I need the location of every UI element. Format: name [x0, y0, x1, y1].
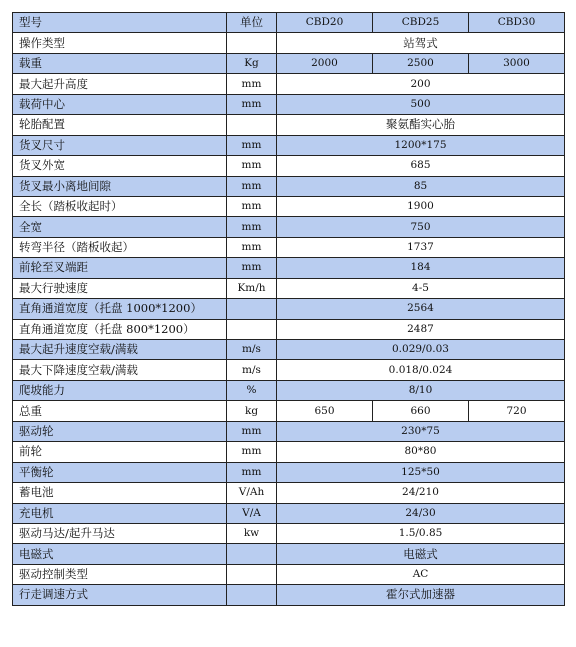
spec-value-cell: 200	[277, 74, 565, 94]
spec-value-cell: 霍尔式加速器	[277, 585, 565, 605]
spec-value-cell: 8/10	[277, 380, 565, 400]
spec-name-cell: 直角通道宽度（托盘 1000*1200）	[13, 299, 227, 319]
spec-table	[12, 12, 565, 606]
spec-name-cell: 货叉最小离地间隙	[13, 176, 227, 196]
spec-row	[13, 319, 565, 339]
spec-unit-cell: mm	[227, 442, 277, 462]
spec-value-cell: 3000	[469, 53, 565, 73]
spec-value-cell: 1737	[277, 237, 565, 257]
spec-value-cell: 660	[373, 401, 469, 421]
spec-name-cell: 直角通道宽度（托盘 800*1200）	[13, 319, 227, 339]
spec-row	[13, 176, 565, 196]
spec-value-cell: 650	[277, 401, 373, 421]
spec-name-cell: 驱动马达/起升马达	[13, 523, 227, 543]
spec-value-cell: 2564	[277, 299, 565, 319]
spec-name-cell: 行走调速方式	[13, 585, 227, 605]
spec-value-cell: 24/210	[277, 483, 565, 503]
spec-name-cell: 充电机	[13, 503, 227, 523]
spec-unit-cell	[227, 115, 277, 135]
spec-unit-cell: kw	[227, 523, 277, 543]
spec-unit-cell: mm	[227, 217, 277, 237]
spec-unit-cell: V/A	[227, 503, 277, 523]
spec-value-cell: 80*80	[277, 442, 565, 462]
spec-row	[13, 135, 565, 155]
spec-value-cell: 1200*175	[277, 135, 565, 155]
header-unit-cell: 单位	[227, 13, 277, 33]
spec-value-cell: 500	[277, 94, 565, 114]
spec-unit-cell: mm	[227, 421, 277, 441]
spec-row	[13, 421, 565, 441]
spec-row	[13, 299, 565, 319]
spec-name-cell: 总重	[13, 401, 227, 421]
spec-value-cell: 聚氨酯实心胎	[277, 115, 565, 135]
spec-row	[13, 401, 565, 421]
spec-name-cell: 操作类型	[13, 33, 227, 53]
spec-unit-cell: %	[227, 380, 277, 400]
spec-value-cell: 2000	[277, 53, 373, 73]
spec-unit-cell: Km/h	[227, 278, 277, 298]
spec-name-cell: 最大起升速度空载/满载	[13, 340, 227, 360]
spec-name-cell: 爬坡能力	[13, 380, 227, 400]
spec-row	[13, 483, 565, 503]
spec-value-cell: 2500	[373, 53, 469, 73]
spec-unit-cell	[227, 544, 277, 564]
spec-value-cell: AC	[277, 564, 565, 584]
spec-value-cell: 720	[469, 401, 565, 421]
spec-value-cell: 230*75	[277, 421, 565, 441]
spec-unit-cell: mm	[227, 94, 277, 114]
spec-value-cell: 1900	[277, 196, 565, 216]
spec-row	[13, 115, 565, 135]
spec-unit-cell: mm	[227, 237, 277, 257]
spec-row	[13, 217, 565, 237]
spec-unit-cell: mm	[227, 196, 277, 216]
spec-name-cell: 最大起升高度	[13, 74, 227, 94]
header-row	[13, 13, 565, 33]
spec-row	[13, 237, 565, 257]
spec-value-cell: 2487	[277, 319, 565, 339]
spec-row	[13, 74, 565, 94]
spec-row	[13, 278, 565, 298]
spec-name-cell: 全长（踏板收起时）	[13, 196, 227, 216]
spec-unit-cell: mm	[227, 135, 277, 155]
spec-name-cell: 平衡轮	[13, 462, 227, 482]
spec-unit-cell	[227, 299, 277, 319]
spec-unit-cell: mm	[227, 176, 277, 196]
spec-name-cell: 驱动控制类型	[13, 564, 227, 584]
header-model-cbd30: CBD30	[469, 13, 565, 33]
spec-row	[13, 196, 565, 216]
spec-value-cell: 4-5	[277, 278, 565, 298]
spec-row	[13, 462, 565, 482]
spec-unit-cell	[227, 564, 277, 584]
spec-name-cell: 转弯半径（踏板收起）	[13, 237, 227, 257]
spec-value-cell: 125*50	[277, 462, 565, 482]
spec-row	[13, 258, 565, 278]
spec-name-cell: 载荷中心	[13, 94, 227, 114]
spec-unit-cell: V/Ah	[227, 483, 277, 503]
spec-row	[13, 33, 565, 53]
spec-unit-cell: mm	[227, 156, 277, 176]
spec-name-cell: 驱动轮	[13, 421, 227, 441]
spec-row	[13, 360, 565, 380]
spec-name-cell: 前轮至叉端距	[13, 258, 227, 278]
spec-value-cell: 0.029/0.03	[277, 340, 565, 360]
spec-name-cell: 货叉尺寸	[13, 135, 227, 155]
spec-name-cell: 前轮	[13, 442, 227, 462]
spec-name-cell: 最大下降速度空载/满载	[13, 360, 227, 380]
spec-row	[13, 544, 565, 564]
spec-name-cell: 全宽	[13, 217, 227, 237]
header-name-cell: 型号	[13, 13, 227, 33]
spec-row	[13, 340, 565, 360]
spec-name-cell: 电磁式	[13, 544, 227, 564]
spec-row	[13, 94, 565, 114]
spec-unit-cell	[227, 33, 277, 53]
spec-row	[13, 380, 565, 400]
spec-name-cell: 最大行驶速度	[13, 278, 227, 298]
spec-row	[13, 523, 565, 543]
spec-unit-cell: kg	[227, 401, 277, 421]
spec-name-cell: 载重	[13, 53, 227, 73]
spec-row	[13, 564, 565, 584]
spec-value-cell: 685	[277, 156, 565, 176]
spec-unit-cell: mm	[227, 258, 277, 278]
spec-value-cell: 0.018/0.024	[277, 360, 565, 380]
spec-unit-cell: m/s	[227, 340, 277, 360]
spec-row	[13, 585, 565, 605]
spec-name-cell: 蓄电池	[13, 483, 227, 503]
header-model-cbd25: CBD25	[373, 13, 469, 33]
spec-row	[13, 442, 565, 462]
spec-row	[13, 503, 565, 523]
header-model-cbd20: CBD20	[277, 13, 373, 33]
spec-unit-cell	[227, 319, 277, 339]
spec-value-cell: 1.5/0.85	[277, 523, 565, 543]
spec-value-cell: 184	[277, 258, 565, 278]
spec-unit-cell	[227, 585, 277, 605]
spec-unit-cell: mm	[227, 462, 277, 482]
spec-value-cell: 85	[277, 176, 565, 196]
spec-unit-cell: mm	[227, 74, 277, 94]
spec-value-cell: 电磁式	[277, 544, 565, 564]
spec-row	[13, 53, 565, 73]
spec-name-cell: 轮胎配置	[13, 115, 227, 135]
spec-unit-cell: Kg	[227, 53, 277, 73]
spec-value-cell: 站驾式	[277, 33, 565, 53]
spec-row	[13, 156, 565, 176]
spec-value-cell: 24/30	[277, 503, 565, 523]
spec-unit-cell: m/s	[227, 360, 277, 380]
spec-table-body	[13, 13, 565, 606]
spec-value-cell: 750	[277, 217, 565, 237]
spec-name-cell: 货叉外宽	[13, 156, 227, 176]
